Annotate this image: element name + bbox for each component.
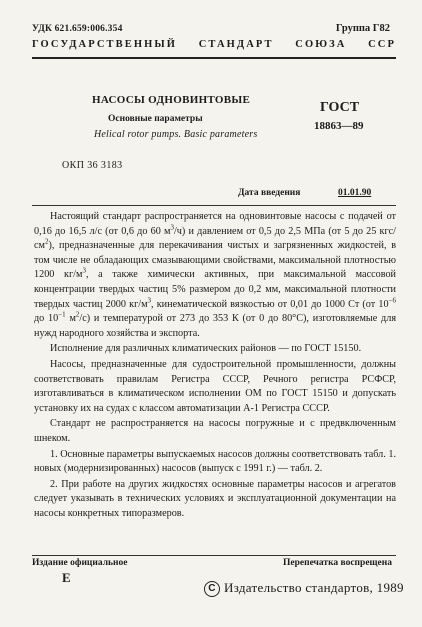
text-run: до 10 xyxy=(34,313,59,325)
official-edition-label: Издание официальное xyxy=(32,558,128,568)
paragraph-climate: Исполнение для различных климатических районов — по ГОСТ 15150. xyxy=(50,343,362,355)
gost-number: 18863—89 xyxy=(314,120,364,132)
document-title: НАСОСЫ ОДНОВИНТОВЫЕ xyxy=(92,94,251,106)
footer-rule xyxy=(32,555,396,556)
superscript: −6 xyxy=(388,296,396,305)
superscript: 2 xyxy=(75,310,80,319)
superscript: 3 xyxy=(147,296,152,305)
header-rule xyxy=(32,57,396,59)
text-run: /с) и температурой от 273 до 353 К (от 0 до 80°С), изготовляемые для нужд народного хозяйства и экспорта. xyxy=(34,313,397,339)
gost-label: ГОСТ xyxy=(320,100,360,115)
superscript: 3 xyxy=(170,223,174,232)
copyright-text: Издательство стандартов, 1989 xyxy=(224,580,404,595)
paragraph-exclusions: Стандарт не распространяется на насосы погружные и с предвключенным шнеком. xyxy=(34,418,396,444)
copyright-icon: С xyxy=(204,581,220,597)
superscript: −1 xyxy=(58,310,66,319)
text-run: , кинематической вязкостью от 0,01 до 1000 Ст (от 10 xyxy=(151,298,389,310)
superscript: 2 xyxy=(44,237,49,246)
text-run: , а также химически активных, при максимальной массовой концентрации твердых частиц 5% размером до 0,2 мм, максимальной плотности твердых частиц 2000 кг/м xyxy=(34,269,397,310)
paragraph-scope xyxy=(34,210,396,341)
date-rule xyxy=(32,205,396,206)
english-title: Helical rotor pumps. Basic parameters xyxy=(94,129,258,140)
group-code: Группа Г82 xyxy=(335,23,390,34)
state-standard-heading: ГОСУДАРСТВЕННЫЙ СТАНДАРТ СОЮЗА ССР xyxy=(32,39,396,50)
text-run: Настоящий стандарт распространяется на одновинтовые насосы с подачей от 0,16 до 16,5 л/с (от 0,6 до 60 м xyxy=(34,211,396,237)
document-body xyxy=(34,210,396,522)
text-run: ), предназначенные для перекачивания чистых и загрязненных жидкостей, в том числе не обладающих смазывающими свойствами, максимальной плотностью 1200 кг/м xyxy=(34,240,396,281)
edition-letter: Е xyxy=(62,570,71,585)
text-run: м xyxy=(65,313,76,325)
paragraph-shipbuilding: Насосы, предназначенные для судостроительной промышленности, должны соответствовать правилам Регистра СССР, Речного регистра РСФСР, изготавливаться в климатическом исполнении ОМ по ГОСТ 15150 и допускать установку их на судах с классом автоматизации А-1 Регистра СССР. xyxy=(34,358,396,414)
paragraph-clause-2: 2. При работе на других жидкостях основные параметры насосов и агрегатов следует указывать в технических условиях и эксплуатационной документации на насосы конкретных типоразмеров. xyxy=(34,478,396,519)
okp-code: ОКП 36 3183 xyxy=(62,160,123,171)
udk-code: УДК 621.659:006.354 xyxy=(32,24,123,34)
effective-date-label: Дата введения xyxy=(238,188,301,198)
superscript: 3 xyxy=(82,266,86,275)
document-subtitle: Основные параметры xyxy=(108,114,203,124)
copyright-notice xyxy=(204,580,404,597)
text-run: /ч) и давлением от 0,5 до 2,5 МПа (от 5 до 25 кгс/см xyxy=(34,225,396,252)
effective-date-value: 01.01.90 xyxy=(338,188,372,198)
paragraph-clause-1: 1. Основные параметры выпускаемых насосов должны соответствовать табл. 1. новых (модернизированных) насосов (выпуск с 1991 г.) — табл. 2. xyxy=(34,448,396,475)
reprint-prohibited-label: Перепечатка воспрещена xyxy=(282,558,392,568)
